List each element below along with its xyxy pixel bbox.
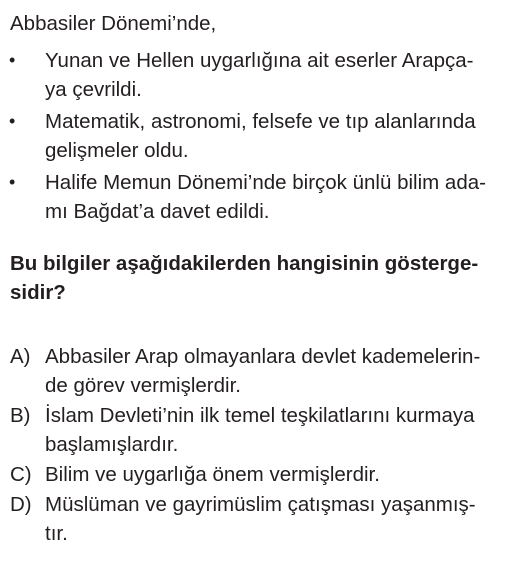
bullet-icon: •	[9, 50, 16, 70]
option-letter: D)	[10, 493, 32, 516]
answer-options	[0, 342, 527, 548]
option-line: Müslüman ve gayrimüslim çatışması yaşanmış-	[45, 493, 476, 516]
bullet-list	[0, 46, 527, 228]
bullet-item-3	[0, 168, 527, 226]
option-line: tır.	[45, 522, 68, 545]
option-letter: A)	[10, 345, 31, 368]
intro-text: Abbasiler Dönemi’nde,	[10, 12, 217, 35]
option-a[interactable]	[0, 342, 527, 400]
option-c[interactable]	[0, 460, 527, 489]
option-line: başlamışlardır.	[45, 433, 179, 456]
bullet-icon: •	[9, 172, 16, 192]
question-line: Bu bilgiler aşağıdakilerden hangisinin gösterge-	[10, 252, 479, 275]
question-line: sidir?	[10, 281, 66, 304]
option-line: de görev vermişlerdir.	[45, 374, 241, 397]
bullet-line: mı Bağdat’a davet edildi.	[45, 200, 270, 223]
bullet-line: Halife Memun Dönemi’nde birçok ünlü bilim ada-	[45, 171, 486, 194]
bullet-item-1	[0, 46, 527, 104]
bullet-icon: •	[9, 111, 16, 131]
bullet-item-2	[0, 107, 527, 165]
bullet-line: Yunan ve Hellen uygarlığına ait eserler Arapça-	[45, 49, 474, 72]
option-letter: B)	[10, 404, 31, 427]
option-letter: C)	[10, 463, 32, 486]
option-d[interactable]	[0, 490, 527, 548]
option-line: Bilim ve uygarlığa önem vermişlerdir.	[45, 463, 380, 486]
option-b[interactable]	[0, 401, 527, 459]
bullet-line: Matematik, astronomi, felsefe ve tıp alanlarında	[45, 110, 476, 133]
question-stem	[10, 249, 522, 307]
option-line: İslam Devleti’nin ilk temel teşkilatlarını kurmaya	[45, 404, 475, 427]
option-line: Abbasiler Arap olmayanlara devlet kademelerin-	[45, 345, 481, 368]
bullet-line: ya çevrildi.	[45, 78, 142, 101]
bullet-line: gelişmeler oldu.	[45, 139, 189, 162]
